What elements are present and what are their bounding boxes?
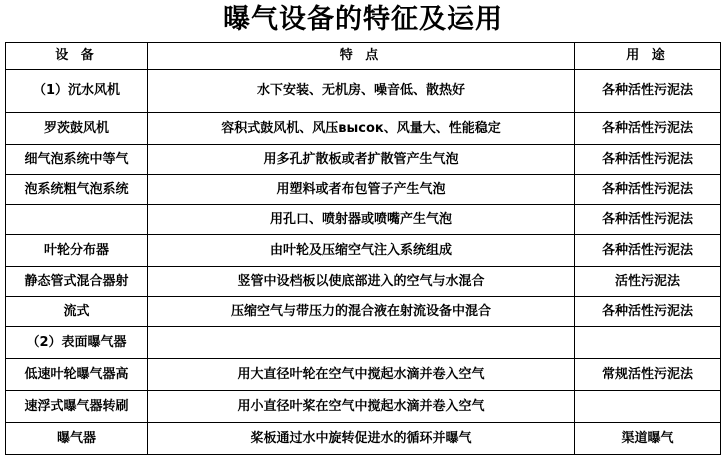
column-header-use: 用 途: [575, 43, 721, 70]
cell-equipment: （1）沉水风机: [6, 70, 148, 113]
cell-feature: 压缩空气与带压力的混合液在射流设备中混合: [148, 297, 575, 327]
cell-use: 常规活性污泥法: [575, 359, 721, 391]
cell-equipment: （2）表面曝气器: [6, 327, 148, 359]
table-row: [6, 267, 721, 297]
cell-use: 渠道曝气: [575, 423, 721, 455]
cell-feature: 由叶轮及压缩空气注入系统组成: [148, 235, 575, 267]
cell-use: 各种活性污泥法: [575, 297, 721, 327]
cell-equipment: 罗茨鼓风机: [6, 113, 148, 145]
cell-use: [575, 327, 721, 359]
cell-use: 各种活性污泥法: [575, 70, 721, 113]
cell-equipment: 速浮式曝气器转刷: [6, 391, 148, 423]
cell-use: 各种活性污泥法: [575, 175, 721, 205]
column-header-feature: 特 点: [148, 43, 575, 70]
cell-feature: 容积式鼓风机、风压высок、风量大、性能稳定: [148, 113, 575, 145]
cell-feature: 用塑料或者布包管子产生气泡: [148, 175, 575, 205]
cell-feature: 用大直径叶轮在空气中搅起水滴并卷入空气: [148, 359, 575, 391]
cell-equipment: 静态管式混合器射: [6, 267, 148, 297]
cell-use: 各种活性污泥法: [575, 205, 721, 235]
table-row: [6, 113, 721, 145]
cell-use: 活性污泥法: [575, 267, 721, 297]
cell-equipment: [6, 205, 148, 235]
cell-feature: 用孔口、喷射器或喷嘴产生气泡: [148, 205, 575, 235]
cell-use: 各种活性污泥法: [575, 145, 721, 175]
cell-feature: 竖管中设档板以使底部进入的空气与水混合: [148, 267, 575, 297]
table-header-row: [6, 43, 721, 70]
cell-feature: 桨板通过水中旋转促进水的循环并曝气: [148, 423, 575, 455]
table-row: [6, 70, 721, 113]
aeration-equipment-table: [5, 42, 721, 455]
table-row: [6, 175, 721, 205]
table-body: [6, 43, 721, 455]
cell-feature: [148, 327, 575, 359]
cell-equipment: 低速叶轮曝气器高: [6, 359, 148, 391]
cell-equipment: 泡系统粗气泡系统: [6, 175, 148, 205]
table-row: [6, 205, 721, 235]
cell-use: 各种活性污泥法: [575, 235, 721, 267]
cell-equipment: 叶轮分布器: [6, 235, 148, 267]
cell-equipment: 流式: [6, 297, 148, 327]
page-title: 曝气设备的特征及运用: [223, 4, 503, 35]
table-row: [6, 145, 721, 175]
table-row: [6, 359, 721, 391]
table-row: [6, 391, 721, 423]
cell-feature: 水下安装、无机房、噪音低、散热好: [148, 70, 575, 113]
table-row: [6, 235, 721, 267]
table-row: [6, 327, 721, 359]
cell-use: [575, 391, 721, 423]
cell-feature: 用多孔扩散板或者扩散管产生气泡: [148, 145, 575, 175]
cell-feature: 用小直径叶桨在空气中搅起水滴并卷入空气: [148, 391, 575, 423]
table-row: [6, 297, 721, 327]
cell-equipment: 细气泡系统中等气: [6, 145, 148, 175]
cell-use: 各种活性污泥法: [575, 113, 721, 145]
cell-equipment: 曝气器: [6, 423, 148, 455]
column-header-equipment: 设 备: [6, 43, 148, 70]
table-row: [6, 423, 721, 455]
